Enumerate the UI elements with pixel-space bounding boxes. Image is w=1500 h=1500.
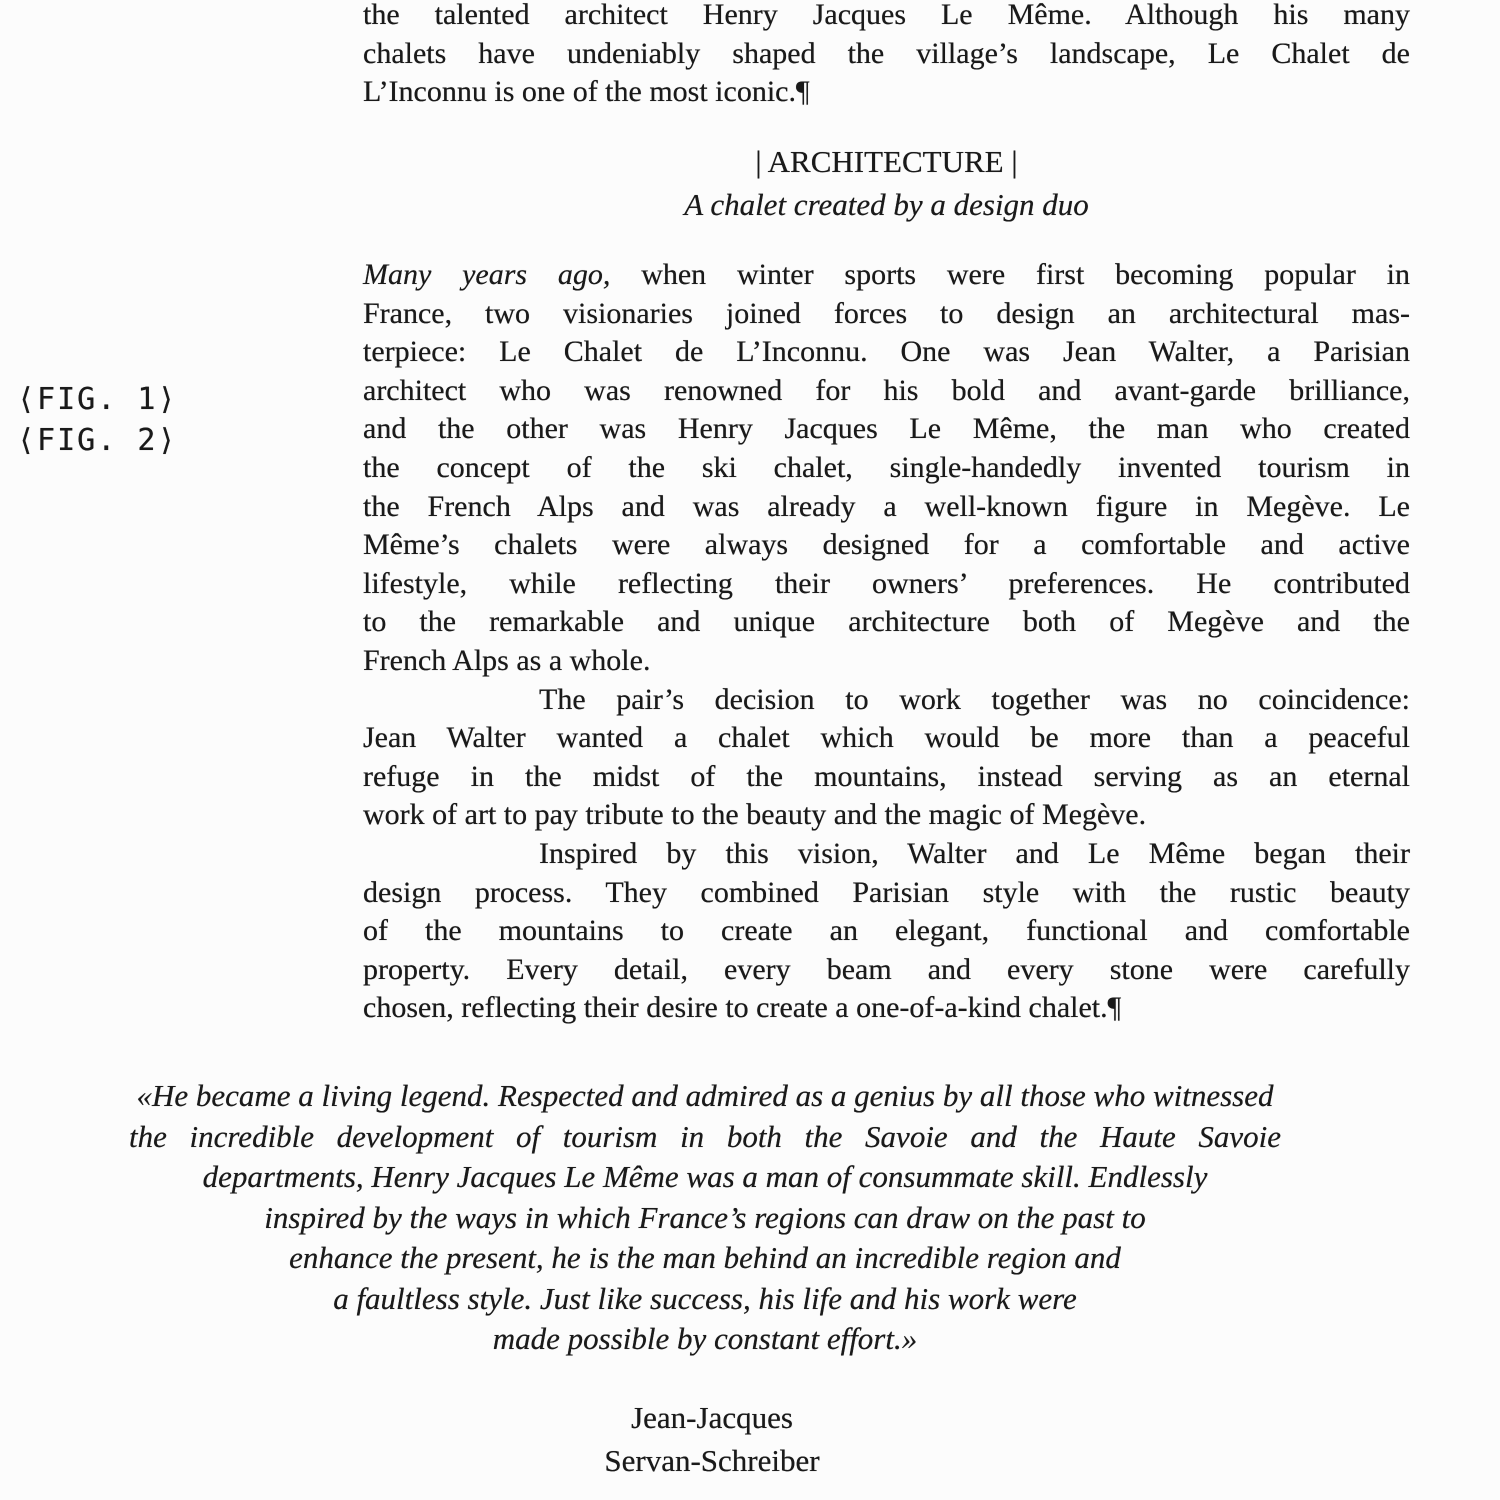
quote-line: «He became a living legend. Respected and admired as a genius by all those who witnessed xyxy=(136,1078,1274,1113)
text-line: L’Inconnu is one of the most iconic.¶ xyxy=(363,75,810,109)
paragraph-3 xyxy=(363,835,1410,1028)
text-line: The pair’s decision to work together was no coincidence: xyxy=(539,682,1410,716)
text-line: the talented architect Henry Jacques Le Même. Although his many xyxy=(363,0,1410,31)
quote-line: a faultless style. Just like success, his life and his work were xyxy=(333,1280,1077,1316)
quote-line: departments, Henry Jacques Le Même was a man of consummate skill. Endlessly xyxy=(202,1159,1208,1194)
intro-paragraph-fragment xyxy=(363,0,1410,112)
figure-reference: ⟨FIG. 2⟩ xyxy=(17,423,178,458)
text-line: Même’s chalets were always designed for a comfortable and active xyxy=(363,528,1410,562)
text-line: of the mountains to create an elegant, functional and comfortable xyxy=(363,914,1410,948)
attribution-name-line-1: Jean-Jacques xyxy=(631,1400,793,1435)
text-line: Inspired by this vision, Walter and Le Même began their xyxy=(539,836,1410,870)
text-line: work of art to pay tribute to the beauty and the magic of Megève. xyxy=(363,798,1147,832)
lead-in-italic: Many years ago, xyxy=(363,258,611,291)
text-line: the concept of the ski chalet, single-handedly invented tourism in xyxy=(363,450,1410,484)
attribution-name-line-2: Servan-Schreiber xyxy=(604,1443,820,1478)
text-line: France, two visionaries joined forces to design an architectural mas- xyxy=(363,296,1410,330)
pull-quote xyxy=(30,1076,1380,1360)
lead-in-text: when winter sports were first becoming popular in xyxy=(610,258,1410,291)
quote-line: the incredible development of tourism in both the Savoie and the Haute Savoie xyxy=(129,1118,1281,1154)
text-line: chalets have undeniably shaped the village’s landscape, Le Chalet de xyxy=(363,36,1410,70)
text-line: chosen, reflecting their desire to create a one-of-a-kind chalet.¶ xyxy=(363,991,1122,1025)
section-subtitle: A chalet created by a design duo xyxy=(684,187,1089,222)
paragraph-1-lines xyxy=(363,295,1410,681)
text-line: lifestyle, while reflecting their owners’ preferences. He contributed xyxy=(363,566,1410,600)
text-line: the French Alps and was already a well-known figure in Megève. Le xyxy=(363,489,1410,523)
quote-attribution xyxy=(12,1396,1412,1482)
text-line: French Alps as a whole. xyxy=(363,643,651,677)
article-body xyxy=(363,256,1410,1028)
text-line xyxy=(363,256,1410,295)
text-line: design process. They combined Parisian style with the rustic beauty xyxy=(363,875,1410,909)
quote-line: inspired by the ways in which France’s regions can draw on the past to xyxy=(264,1199,1146,1235)
figure-reference-list xyxy=(17,256,347,461)
text-line: property. Every detail, every beam and every stone were carefully xyxy=(363,952,1410,986)
paragraph-1 xyxy=(363,256,1410,681)
text-line: terpiece: Le Chalet de L’Inconnu. One was Jean Walter, a Parisian xyxy=(363,335,1410,369)
text-line: refuge in the midst of the mountains, instead serving as an eternal xyxy=(363,759,1410,793)
section-title: | ARCHITECTURE | xyxy=(755,144,1018,179)
section-heading xyxy=(363,140,1410,226)
quote-line: made possible by constant effort.» xyxy=(492,1321,918,1356)
text-line: to the remarkable and unique architecture both of Megève and the xyxy=(363,605,1410,639)
text-line: architect who was renowned for his bold and avant-garde brilliance, xyxy=(363,373,1410,407)
text-line: Jean Walter wanted a chalet which would be more than a peaceful xyxy=(363,721,1410,755)
figure-reference: ⟨FIG. 1⟩ xyxy=(17,382,178,417)
paragraph-2 xyxy=(363,681,1410,835)
quote-line: enhance the present, he is the man behind an incredible region and xyxy=(289,1240,1121,1275)
text-line: and the other was Henry Jacques Le Même, the man who created xyxy=(363,412,1410,446)
